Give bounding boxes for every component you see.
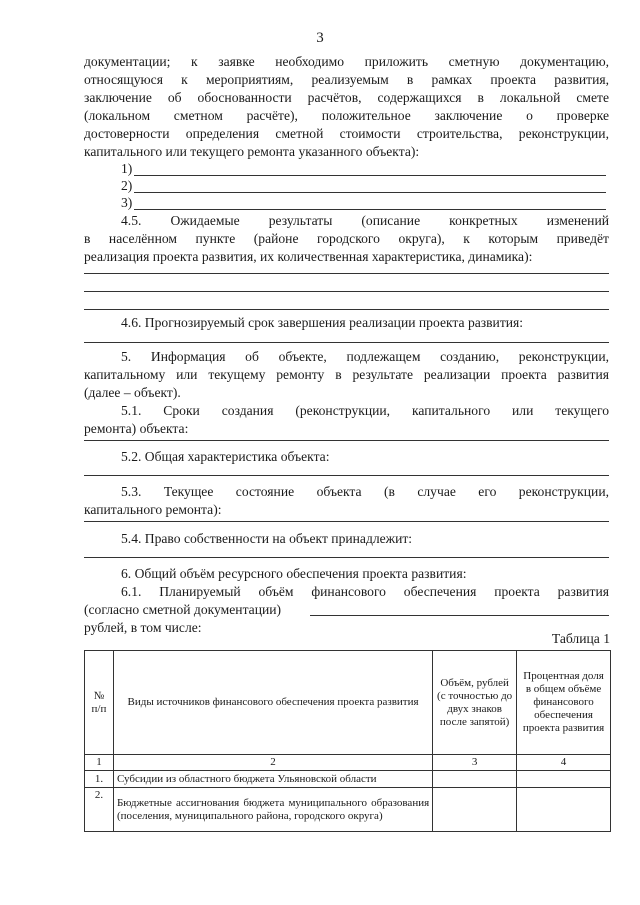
fill-in-line <box>84 309 609 310</box>
fill-in-line <box>84 291 609 292</box>
table-row <box>85 771 611 788</box>
table-cell: 2 <box>113 755 432 771</box>
paragraph-line: ремонта) объекта: <box>84 421 189 436</box>
paragraph-line: капитального ремонта): <box>84 502 222 517</box>
fill-in-line <box>134 175 606 176</box>
fill-in-line <box>134 209 606 210</box>
section-heading: 5. Информация об объекте, подлежащем созданию, реконструкции, <box>121 349 609 364</box>
funding-sources-table <box>84 650 611 832</box>
paragraph-line: в населённом пункте (районе городского округа), к которым приведёт <box>84 231 609 246</box>
header-source: Виды источников финансового обеспечения проекта развития <box>113 651 432 755</box>
table-cell: Бюджетные ассигнования бюджета муниципального образования (поселения, муниципального района, городского округа) <box>113 788 432 832</box>
fill-in-line <box>84 521 609 522</box>
table-row <box>85 788 611 832</box>
paragraph-line: относящуюся к мероприятиям, реализуемым в рамках проекта развития, <box>84 72 609 87</box>
list-item-label: 3) <box>121 195 133 210</box>
paragraph-line: документации; к заявке необходимо приложить сметную документацию, <box>84 54 609 69</box>
paragraph-line: рублей, в том числе: <box>84 620 202 635</box>
fill-in-line <box>310 615 609 616</box>
header-volume: Объём, рублей (с точностью до двух знаков после запятой) <box>433 651 517 755</box>
table-cell <box>433 788 517 832</box>
fill-in-line <box>84 273 609 274</box>
table-header-row <box>85 651 611 755</box>
fill-in-line <box>84 440 609 441</box>
paragraph-line: 5.1. Сроки создания (реконструкции, капитального или текущего <box>121 403 609 418</box>
page-number: 3 <box>316 30 324 46</box>
paragraph-line: достоверности определения сметной стоимости строительства, реконструкции, <box>84 126 609 141</box>
paragraph-line: 6.1. Планируемый объём финансового обеспечения проекта развития <box>121 584 609 599</box>
table-cell: 4 <box>517 755 611 771</box>
fill-in-line <box>84 475 609 476</box>
header-share: Процентная доля в общем объёме финансового обеспечения проекта развития <box>517 651 611 755</box>
table-cell <box>517 788 611 832</box>
table-cell: 1. <box>85 771 114 788</box>
table-cell <box>433 771 517 788</box>
fill-in-line <box>84 342 609 343</box>
table-cell <box>517 771 611 788</box>
paragraph-line: реализация проекта развития, их количественная характеристика, динамика): <box>84 249 533 264</box>
paragraph-line: (согласно сметной документации) <box>84 602 282 617</box>
table-cell: Субсидии из областного бюджета Ульяновской области <box>113 771 432 788</box>
header-num: № п/п <box>85 651 114 755</box>
paragraph-line: капитальному или текущему ремонту в результате реализации проекта развития <box>84 367 609 382</box>
paragraph-line: 4.6. Прогнозируемый срок завершения реализации проекта развития: <box>121 315 524 330</box>
fill-in-line <box>84 557 609 558</box>
table-caption: Таблица 1 <box>551 631 610 646</box>
paragraph-line: (локальном сметном расчёте), положительное заключение о проверке <box>84 108 609 123</box>
section-heading: 6. Общий объём ресурсного обеспечения проекта развития: <box>121 566 467 581</box>
fill-in-line <box>134 192 606 193</box>
list-item-label: 2) <box>121 178 133 193</box>
paragraph-line: 5.2. Общая характеристика объекта: <box>121 449 330 464</box>
table-cell: 3 <box>433 755 517 771</box>
table-index-row <box>85 755 611 771</box>
paragraph-line: (далее – объект). <box>84 385 181 400</box>
table-cell: 2. <box>85 788 114 832</box>
paragraph-line: 4.5. Ожидаемые результаты (описание конкретных изменений <box>121 213 609 228</box>
paragraph-line: 5.3. Текущее состояние объекта (в случае его реконструкции, <box>121 484 609 499</box>
list-item-label: 1) <box>121 161 133 176</box>
paragraph-line: 5.4. Право собственности на объект принадлежит: <box>121 531 413 546</box>
paragraph-line: заключение об обоснованности расчётов, содержащихся в локальной смете <box>84 90 609 105</box>
paragraph-line: капитального или текущего ремонта указанного объекта): <box>84 144 420 159</box>
table-cell: 1 <box>85 755 114 771</box>
